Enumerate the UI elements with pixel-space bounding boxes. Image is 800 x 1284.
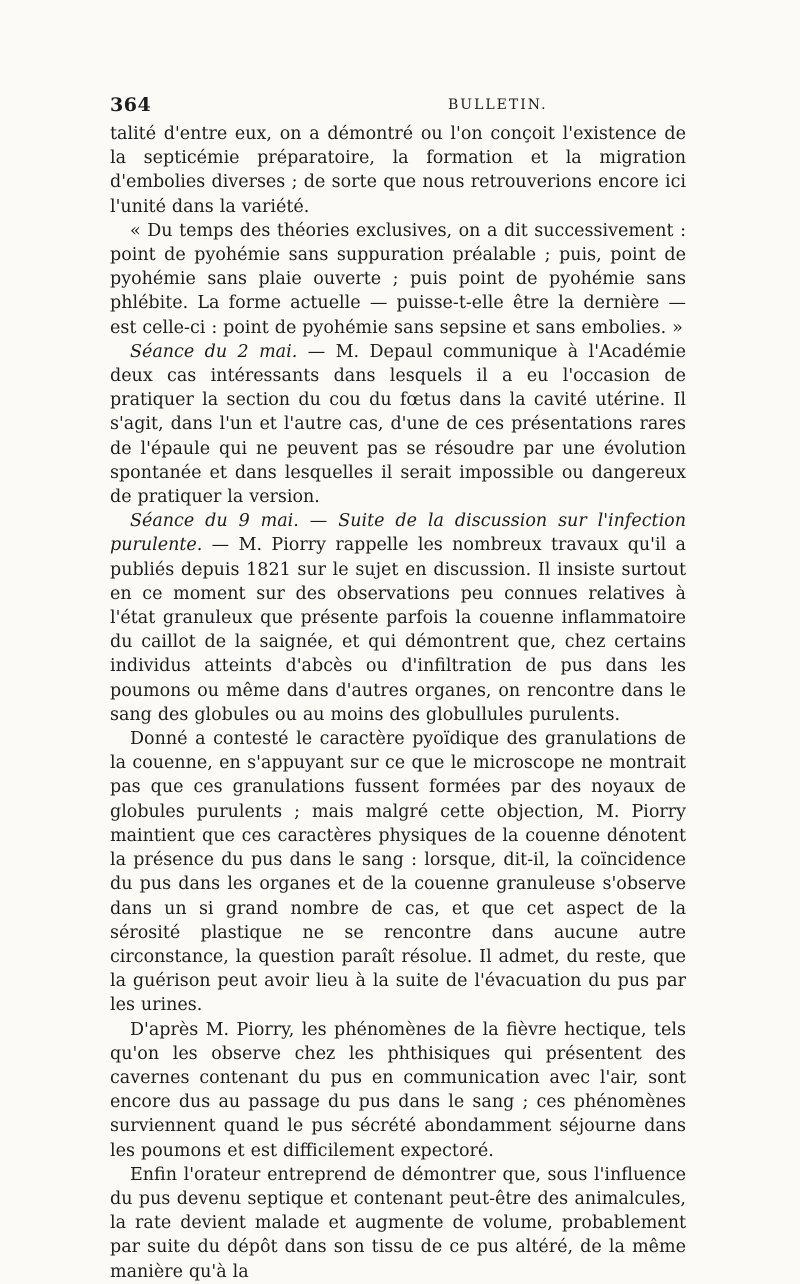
paragraph-text: Enfin l'orateur entreprend de démontrer que, sous l'influence du pus devenu septique et contenant peut-être des animalcules, la rate devient malade et augmente de volume, probablement par suite du dépôt dans son tissu de ce pus altéré, de la même manière qu'à la [110, 1164, 686, 1282]
paragraph-piorry-fievre [110, 1018, 686, 1163]
paragraph-donne [110, 727, 686, 1017]
page-number: 364 [110, 94, 152, 116]
running-title: BULLETIN. [448, 97, 548, 113]
paragraph-text: — M. Piorry rappelle les nombreux travaux qu'il a publiés depuis 1821 sur le sujet en discussion. Il insiste surtout en ce moment sur des observations peu connues relatives à l'état granuleux que présente parfois la couenne inflammatoire du caillot de la saignée, et qui démontrent que, chez certains individus atteints d'abcès ou d'infiltration de pus dans les poumons ou même dans d'autres organes, on rencontre dans le sang des globules ou au moins des globullules purulents. [110, 535, 686, 725]
paragraph-text: Donné a contesté le caractère pyoïdique des granulations de la couenne, en s'appuyant sur ce que le microscope ne montrait pas que ces granulations fussent formées par des noyaux de globules purulents ; mais malgré cette objection, M. Piorry maintient que ces caractères physiques de la couenne dénotent la présence du pus dans le sang : lorsque, dit-il, la coïncidence du pus dans les organes et de la couenne granuleuse s'observe dans un si grand nombre de cas, et que cet aspect de la sérosité plastique ne se rencontre dans aucune autre circonstance, la question paraît résolue. Il admet, du reste, que la guérison peut avoir lieu à la suite de l'évacuation du pus par les urines. [110, 729, 686, 1016]
paragraph-seance-2-mai [110, 340, 686, 509]
page-header [110, 94, 685, 124]
paragraph-continuation [110, 122, 686, 219]
body-text [110, 122, 686, 1284]
paragraph-seance-9-mai [110, 509, 686, 727]
paragraph-quote [110, 219, 686, 340]
paragraph-text: « Du temps des théories exclusives, on a dit successivement : point de pyohémie sans suppuration préalable ; puis, point de pyohémie sans plaie ouverte ; puis point de pyohémie sans phlébite. La forme actuelle — puisse-t-elle être la dernière — est celle-ci : point de pyohémie sans sepsine et sans embolies. » [110, 220, 686, 338]
paragraph-orateur [110, 1163, 686, 1284]
seance-heading: Séance du 2 mai. [130, 341, 298, 362]
paragraph-text: D'après M. Piorry, les phénomènes de la fièvre hectique, tels qu'on les observe chez les phthisiques qui présentent des cavernes contenant du pus en communication avec l'air, sont encore dus au passage du pus dans le sang ; ces phénomènes surviennent quand le pus sécrété abondamment séjourne dans les poumons et est difficilement expectoré. [110, 1019, 686, 1161]
paragraph-text: talité d'entre eux, on a démontré ou l'on conçoit l'existence de la septicémie préparatoire, la formation et la migration d'embolies diverses ; de sorte que nous retrouverions encore ici l'unité dans la variété. [110, 124, 686, 217]
paragraph-text: — M. Depaul communique à l'Académie deux cas intéressants dans lesquels il a eu l'occasion de pratiquer la section du cou du fœtus dans la cavité utérine. Il s'agit, dans l'un et l'autre cas, d'une de ces présentations rares de l'épaule qui ne peuvent pas se résoudre par une évolution spontanée et dans lesquelles il serait impossible ou dangereux de pratiquer la version. [110, 341, 687, 508]
seance-heading: Séance du 9 mai. [130, 511, 299, 532]
discussion-title: — Suite de la discussion sur l'infection purulente. [110, 511, 686, 556]
